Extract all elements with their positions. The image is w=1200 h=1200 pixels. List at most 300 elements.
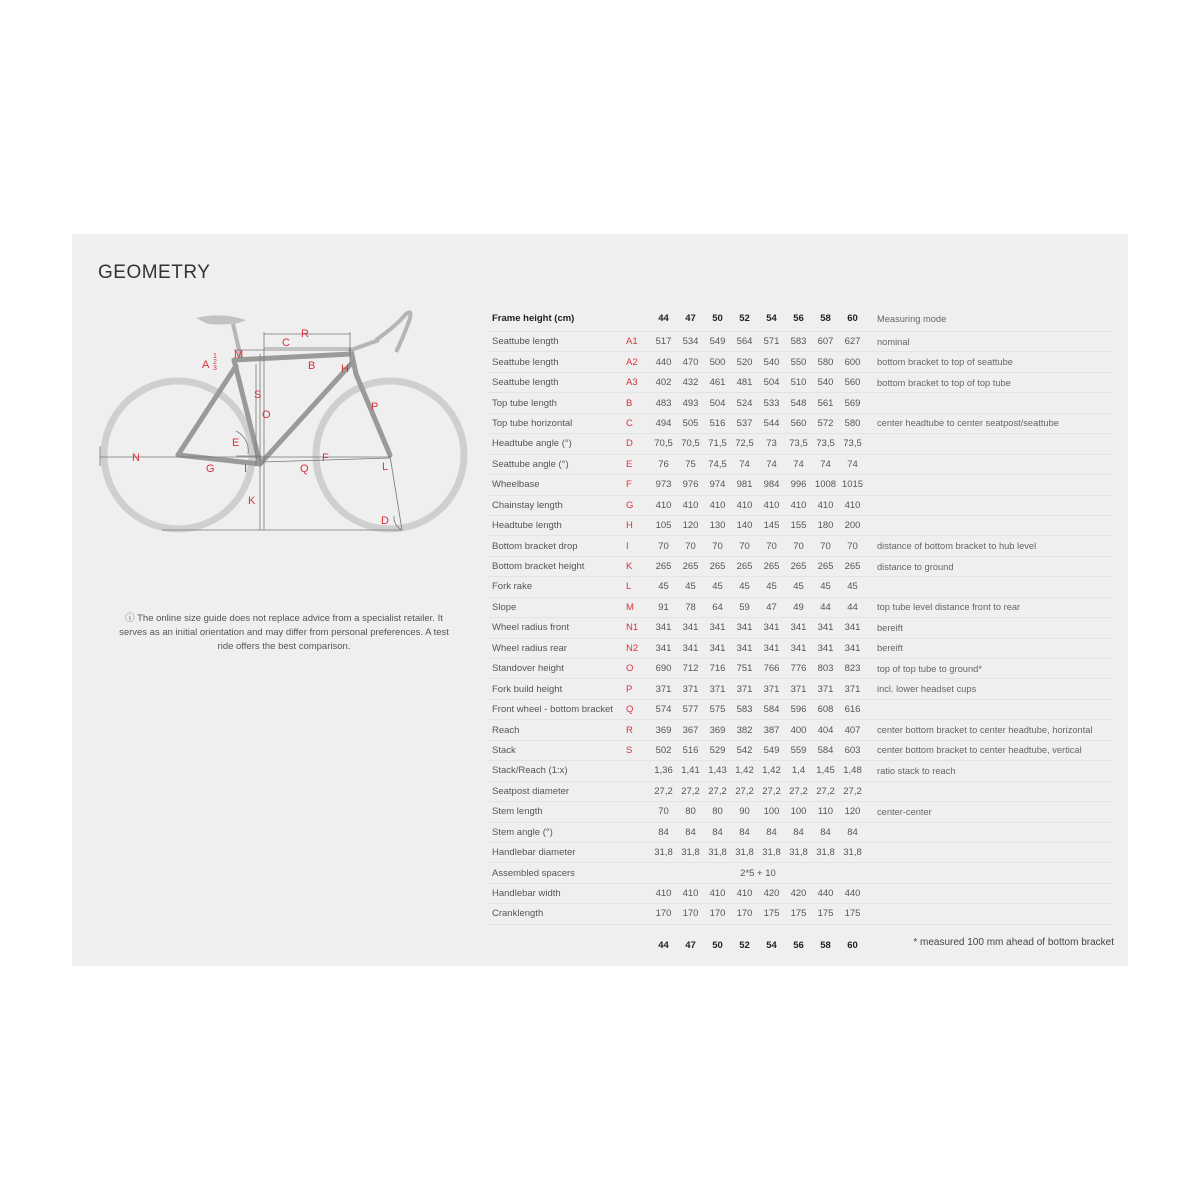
- row-value: 371: [677, 679, 704, 699]
- row-label: Seatpost diameter: [488, 781, 626, 801]
- table-row: [488, 802, 1112, 822]
- svg-text:H: H: [341, 363, 349, 375]
- row-value: 410: [704, 883, 731, 903]
- row-value: 371: [812, 679, 839, 699]
- row-value: 550: [785, 352, 812, 372]
- row-label: Front wheel - bottom bracket: [488, 699, 626, 719]
- table-row: [488, 761, 1112, 781]
- row-measuring-mode: [866, 475, 1112, 495]
- row-value: 341: [812, 618, 839, 638]
- row-label: Chainstay length: [488, 495, 626, 515]
- top-tube: [234, 354, 351, 360]
- svg-text:D: D: [381, 515, 389, 527]
- row-value: 80: [704, 802, 731, 822]
- row-value: 180: [812, 515, 839, 535]
- row-value: 45: [812, 577, 839, 597]
- row-code: A3: [626, 372, 650, 392]
- row-value: 371: [704, 679, 731, 699]
- row-value: 45: [650, 577, 677, 597]
- row-value: 91: [650, 597, 677, 617]
- row-value: 31,8: [758, 842, 785, 862]
- row-measuring-mode: top of top tube to ground*: [866, 659, 1112, 679]
- row-value: 45: [785, 577, 812, 597]
- row-value: 516: [677, 740, 704, 760]
- row-value: 533: [758, 393, 785, 413]
- row-value: 120: [839, 802, 866, 822]
- row-measuring-mode: [866, 822, 1112, 842]
- row-value: 27,2: [677, 781, 704, 801]
- table-row: [488, 536, 1112, 556]
- page-title: GEOMETRY: [98, 262, 211, 283]
- row-value: 973: [650, 475, 677, 495]
- row-measuring-mode: center headtube to center seatpost/seattube: [866, 413, 1112, 433]
- row-value: 766: [758, 659, 785, 679]
- row-value: 120: [677, 515, 704, 535]
- row-value: 74: [731, 454, 758, 474]
- row-value: 402: [650, 372, 677, 392]
- row-value: 31,8: [704, 842, 731, 862]
- row-value: 73,5: [785, 434, 812, 454]
- row-measuring-mode: distance of bottom bracket to hub level: [866, 536, 1112, 556]
- row-value: 461: [704, 372, 731, 392]
- row-measuring-mode: bereift: [866, 618, 1112, 638]
- row-value: 84: [677, 822, 704, 842]
- row-value: 265: [677, 556, 704, 576]
- row-measuring-mode: [866, 781, 1112, 801]
- svg-text:K: K: [248, 495, 256, 507]
- down-tube: [260, 364, 351, 464]
- row-value: 564: [731, 332, 758, 352]
- row-code: N2: [626, 638, 650, 658]
- row-value: 265: [812, 556, 839, 576]
- row-value: 549: [704, 332, 731, 352]
- row-label: Top tube horizontal: [488, 413, 626, 433]
- row-value: 130: [704, 515, 731, 535]
- row-value: 84: [785, 822, 812, 842]
- row-value: 265: [758, 556, 785, 576]
- row-value: 481: [731, 372, 758, 392]
- row-code: R: [626, 720, 650, 740]
- row-label: Stem length: [488, 802, 626, 822]
- row-value: 410: [812, 495, 839, 515]
- table-row: [488, 720, 1112, 740]
- row-value: 560: [785, 413, 812, 433]
- row-value: 74: [812, 454, 839, 474]
- row-value: 31,8: [785, 842, 812, 862]
- row-value: 493: [677, 393, 704, 413]
- row-value: 265: [839, 556, 866, 576]
- row-code: [626, 842, 650, 862]
- row-value: 410: [785, 495, 812, 515]
- row-value: 534: [677, 332, 704, 352]
- row-value: 341: [677, 618, 704, 638]
- row-value: 105: [650, 515, 677, 535]
- row-value: 483: [650, 393, 677, 413]
- svg-text:G: G: [206, 463, 215, 475]
- row-measuring-mode: [866, 515, 1112, 535]
- svg-text:M: M: [234, 349, 244, 361]
- row-value: 341: [758, 618, 785, 638]
- row-value: 510: [785, 372, 812, 392]
- row-label: Headtube angle (°): [488, 434, 626, 454]
- row-value: 84: [839, 822, 866, 842]
- row-value: 47: [758, 597, 785, 617]
- row-value: 410: [650, 883, 677, 903]
- row-value: 71,5: [704, 434, 731, 454]
- row-value: 341: [812, 638, 839, 658]
- row-measuring-mode: [866, 863, 1112, 883]
- row-value: 70: [677, 536, 704, 556]
- row-value: 1,41: [677, 761, 704, 781]
- size-header: 44: [650, 306, 677, 332]
- row-value: 600: [839, 352, 866, 372]
- row-measuring-mode: [866, 904, 1112, 924]
- row-value: 1,4: [785, 761, 812, 781]
- row-value: 265: [704, 556, 731, 576]
- row-value: 341: [839, 618, 866, 638]
- row-value: 382: [731, 720, 758, 740]
- table-row: [488, 618, 1112, 638]
- row-value: 27,2: [650, 781, 677, 801]
- frame-height-header: Frame height (cm): [488, 306, 626, 332]
- row-value: 371: [785, 679, 812, 699]
- row-value: 524: [731, 393, 758, 413]
- footnote: * measured 100 mm ahead of bottom bracket: [913, 937, 1114, 948]
- row-value: 140: [731, 515, 758, 535]
- row-value: 410: [677, 495, 704, 515]
- row-value: 170: [677, 904, 704, 924]
- row-value: 45: [839, 577, 866, 597]
- row-label: Seattube length: [488, 332, 626, 352]
- row-value: 410: [758, 495, 785, 515]
- row-value: 265: [785, 556, 812, 576]
- table-row: [488, 597, 1112, 617]
- row-value: 540: [812, 372, 839, 392]
- row-value: 341: [731, 618, 758, 638]
- row-label: Headtube length: [488, 515, 626, 535]
- row-value: 27,2: [839, 781, 866, 801]
- row-measuring-mode: bottom bracket to top of seattube: [866, 352, 1112, 372]
- row-value: 410: [839, 495, 866, 515]
- row-code: E: [626, 454, 650, 474]
- row-value: 420: [785, 883, 812, 903]
- row-value: 1008: [812, 475, 839, 495]
- row-value: 505: [677, 413, 704, 433]
- table-row: [488, 883, 1112, 903]
- row-value: 341: [650, 638, 677, 658]
- row-value: 1015: [839, 475, 866, 495]
- svg-text:3: 3: [213, 365, 217, 372]
- row-value: 559: [785, 740, 812, 760]
- table-row: [488, 454, 1112, 474]
- table-header-row: [488, 306, 1112, 332]
- row-measuring-mode: [866, 454, 1112, 474]
- row-code: L: [626, 577, 650, 597]
- row-value: 561: [812, 393, 839, 413]
- row-code: A1: [626, 332, 650, 352]
- row-value: 504: [704, 393, 731, 413]
- row-value: 537: [731, 413, 758, 433]
- row-value: 410: [731, 495, 758, 515]
- table-row: [488, 699, 1112, 719]
- table-row: [488, 822, 1112, 842]
- handlebar: [376, 312, 411, 352]
- row-value: 341: [704, 618, 731, 638]
- row-value: 608: [812, 699, 839, 719]
- head-tube: [351, 350, 356, 374]
- table-row: [488, 556, 1112, 576]
- table-row: [488, 863, 1112, 883]
- row-value: 504: [758, 372, 785, 392]
- row-value: 440: [839, 883, 866, 903]
- row-code: F: [626, 475, 650, 495]
- row-value: 27,2: [758, 781, 785, 801]
- row-value: 470: [677, 352, 704, 372]
- size-header: 47: [677, 306, 704, 332]
- size-header: 58: [820, 939, 831, 951]
- table-row: [488, 475, 1112, 495]
- row-value: 70: [839, 536, 866, 556]
- row-value: 516: [704, 413, 731, 433]
- row-value: 574: [650, 699, 677, 719]
- row-label: Top tube length: [488, 393, 626, 413]
- table-row: [488, 393, 1112, 413]
- row-value: 580: [812, 352, 839, 372]
- row-code: [626, 761, 650, 781]
- row-value: 84: [812, 822, 839, 842]
- row-value: 341: [758, 638, 785, 658]
- row-label: Assembled spacers: [488, 863, 626, 883]
- row-value: 31,8: [812, 842, 839, 862]
- row-value: 84: [731, 822, 758, 842]
- row-label: Wheelbase: [488, 475, 626, 495]
- svg-text:C: C: [282, 337, 290, 349]
- row-label: Handlebar diameter: [488, 842, 626, 862]
- svg-text:S: S: [254, 389, 262, 401]
- row-label: Cranklength: [488, 904, 626, 924]
- row-value: 529: [704, 740, 731, 760]
- row-value: 1,42: [731, 761, 758, 781]
- row-value: 716: [704, 659, 731, 679]
- table-row: [488, 904, 1112, 924]
- row-label: Standover height: [488, 659, 626, 679]
- row-value: 616: [839, 699, 866, 719]
- row-code: [626, 883, 650, 903]
- row-value: 540: [758, 352, 785, 372]
- row-value: 27,2: [731, 781, 758, 801]
- row-value: 583: [785, 332, 812, 352]
- row-measuring-mode: top tube level distance front to rear: [866, 597, 1112, 617]
- row-measuring-mode: [866, 577, 1112, 597]
- row-label: Stack/Reach (1:x): [488, 761, 626, 781]
- row-code: [626, 904, 650, 924]
- row-value: 27,2: [704, 781, 731, 801]
- row-value: 31,8: [650, 842, 677, 862]
- row-value: 341: [731, 638, 758, 658]
- row-code: A2: [626, 352, 650, 372]
- row-value: 603: [839, 740, 866, 760]
- row-value: 31,8: [677, 842, 704, 862]
- row-value: 44: [812, 597, 839, 617]
- code-cell: [626, 924, 650, 951]
- row-value: 73,5: [812, 434, 839, 454]
- row-span-value: 2*5 + 10: [650, 863, 866, 883]
- row-value: 1,36: [650, 761, 677, 781]
- row-value: 549: [758, 740, 785, 760]
- row-measuring-mode: bottom bracket to top of top tube: [866, 372, 1112, 392]
- row-value: 584: [812, 740, 839, 760]
- row-value: 145: [758, 515, 785, 535]
- table-row: [488, 638, 1112, 658]
- row-value: 410: [731, 883, 758, 903]
- size-header: 58: [812, 306, 839, 332]
- row-code: P: [626, 679, 650, 699]
- row-measuring-mode: center-center: [866, 802, 1112, 822]
- row-value: 70: [812, 536, 839, 556]
- row-value: 371: [731, 679, 758, 699]
- table-row: [488, 352, 1112, 372]
- table-row: [488, 495, 1112, 515]
- row-code: B: [626, 393, 650, 413]
- row-code: K: [626, 556, 650, 576]
- size-header: 56: [793, 939, 804, 951]
- row-measuring-mode: [866, 842, 1112, 862]
- row-measuring-mode: ratio stack to reach: [866, 761, 1112, 781]
- row-value: 542: [731, 740, 758, 760]
- row-value: 583: [731, 699, 758, 719]
- row-value: 175: [758, 904, 785, 924]
- size-header: 54: [758, 306, 785, 332]
- row-value: 400: [785, 720, 812, 740]
- code-cell: [626, 306, 650, 332]
- table-row: [488, 332, 1112, 352]
- row-label: Wheel radius rear: [488, 638, 626, 658]
- table-row: [488, 515, 1112, 535]
- row-code: G: [626, 495, 650, 515]
- row-value: 420: [758, 883, 785, 903]
- row-value: 64: [704, 597, 731, 617]
- row-label: Stack: [488, 740, 626, 760]
- row-value: 341: [785, 638, 812, 658]
- row-value: 72,5: [731, 434, 758, 454]
- row-value: 70: [650, 536, 677, 556]
- row-value: 580: [839, 413, 866, 433]
- size-guide-note: ⓘ The online size guide does not replace advice from a specialist retailer. It serves as an initial orientation and may differ from personal preferences. A test ride offers the best comparison.: [119, 613, 449, 652]
- row-value: 84: [650, 822, 677, 842]
- row-value: 776: [785, 659, 812, 679]
- row-value: 73,5: [839, 434, 866, 454]
- size-header: 50: [712, 939, 723, 951]
- svg-text:1: 1: [213, 353, 217, 360]
- geometry-panel: [72, 234, 1128, 966]
- row-measuring-mode: [866, 495, 1112, 515]
- row-value: 341: [704, 638, 731, 658]
- row-value: 27,2: [812, 781, 839, 801]
- row-value: 976: [677, 475, 704, 495]
- row-value: 78: [677, 597, 704, 617]
- size-header: 50: [704, 306, 731, 332]
- row-value: 520: [731, 352, 758, 372]
- row-value: 803: [812, 659, 839, 679]
- row-value: 984: [758, 475, 785, 495]
- row-value: 577: [677, 699, 704, 719]
- table-row: [488, 577, 1112, 597]
- row-value: 494: [650, 413, 677, 433]
- row-label: Seattube angle (°): [488, 454, 626, 474]
- row-value: 823: [839, 659, 866, 679]
- row-value: 584: [758, 699, 785, 719]
- row-code: M: [626, 597, 650, 617]
- row-value: 80: [677, 802, 704, 822]
- svg-text:N: N: [132, 452, 140, 464]
- row-value: 410: [704, 495, 731, 515]
- row-code: [626, 802, 650, 822]
- row-value: 996: [785, 475, 812, 495]
- row-label: Slope: [488, 597, 626, 617]
- svg-text:E: E: [232, 437, 240, 449]
- row-measuring-mode: [866, 434, 1112, 454]
- row-measuring-mode: [866, 699, 1112, 719]
- geometry-table: [488, 306, 1112, 951]
- row-value: 1,42: [758, 761, 785, 781]
- row-label: Fork rake: [488, 577, 626, 597]
- measuring-mode-header: Measuring mode: [866, 306, 1112, 332]
- table-row: [488, 842, 1112, 862]
- row-measuring-mode: center bottom bracket to center headtube, vertical: [866, 740, 1112, 760]
- row-label: Fork build height: [488, 679, 626, 699]
- row-value: 440: [650, 352, 677, 372]
- frame-height-header: [488, 924, 626, 951]
- table-row: [488, 659, 1112, 679]
- row-code: [626, 863, 650, 883]
- row-value: 690: [650, 659, 677, 679]
- saddle: [196, 315, 246, 324]
- table-row: [488, 740, 1112, 760]
- size-header: 52: [739, 939, 750, 951]
- row-label: Stem angle (°): [488, 822, 626, 842]
- svg-text:R: R: [301, 328, 309, 340]
- svg-text:I: I: [244, 463, 248, 475]
- row-value: 369: [704, 720, 731, 740]
- row-value: 367: [677, 720, 704, 740]
- row-value: 341: [650, 618, 677, 638]
- row-value: 155: [785, 515, 812, 535]
- row-code: [626, 822, 650, 842]
- svg-text:F: F: [322, 452, 329, 464]
- row-value: 31,8: [731, 842, 758, 862]
- row-measuring-mode: bereift: [866, 638, 1112, 658]
- row-label: Bottom bracket drop: [488, 536, 626, 556]
- row-value: 70: [785, 536, 812, 556]
- row-code: D: [626, 434, 650, 454]
- row-value: 387: [758, 720, 785, 740]
- svg-text:A: A: [202, 359, 210, 371]
- row-value: 981: [731, 475, 758, 495]
- row-value: 1,45: [812, 761, 839, 781]
- row-value: 49: [785, 597, 812, 617]
- size-header: 60: [839, 306, 866, 332]
- row-value: 410: [677, 883, 704, 903]
- row-value: 74: [839, 454, 866, 474]
- row-value: 44: [839, 597, 866, 617]
- row-value: 70: [650, 802, 677, 822]
- row-code: N1: [626, 618, 650, 638]
- row-label: Wheel radius front: [488, 618, 626, 638]
- row-value: 596: [785, 699, 812, 719]
- row-value: 74: [758, 454, 785, 474]
- row-value: 175: [839, 904, 866, 924]
- svg-text:P: P: [371, 401, 379, 413]
